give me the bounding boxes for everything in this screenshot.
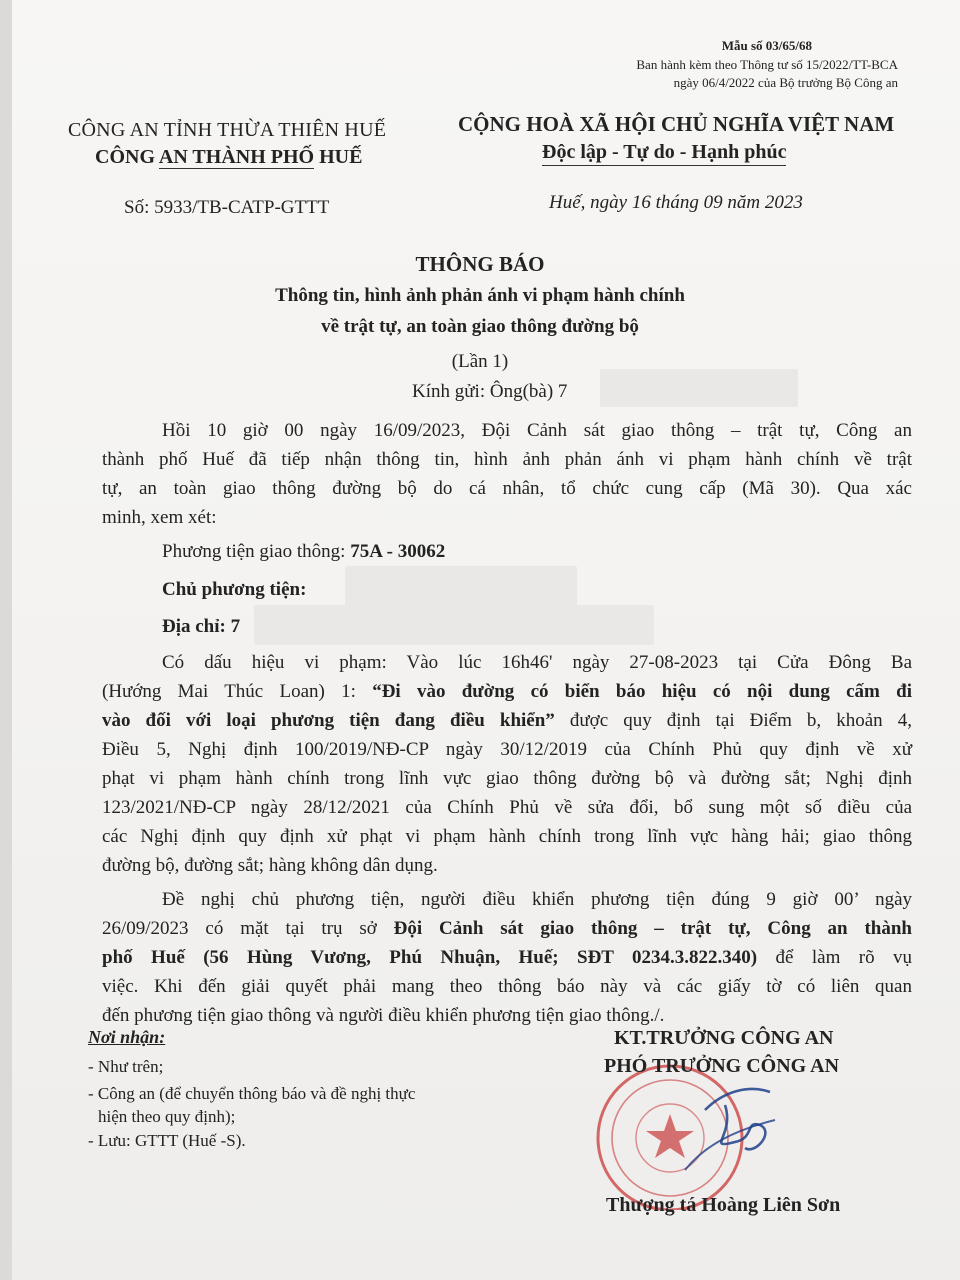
body-line: vào đối với loại phương tiện đang điều khiển” được quy định tại Điểm b, khoản 4, bbox=[102, 710, 912, 731]
body-line: các Nghị định quy định xử phạt vi phạm hành chính trong lĩnh vực hàng hải; giao thông bbox=[102, 826, 912, 847]
owner-label: Chủ phương tiện: bbox=[162, 579, 307, 600]
body-line: Đề nghị chủ phương tiện, người điều khiển phương tiện đúng 9 giờ 00’ ngày bbox=[162, 889, 912, 910]
body-line: tự, an toàn giao thông đường bộ do cá nhân, tổ chức cung cấp (Mã 30). Qua xác bbox=[102, 478, 912, 499]
signature-title-1: KT.TRƯỞNG CÔNG AN bbox=[614, 1027, 834, 1049]
body-line: minh, xem xét: bbox=[102, 507, 217, 528]
signer-name: Thượng tá Hoàng Liên Sơn bbox=[606, 1194, 841, 1216]
body-line: việc. Khi đến giải quyết phải mang theo thông báo này và các giấy tờ có liên quan bbox=[102, 976, 912, 997]
document-subtitle-2: về trật tự, an toàn giao thông đường bộ bbox=[321, 316, 639, 337]
agency-name: CÔNG AN THÀNH PHỐ HUẾ bbox=[95, 146, 363, 168]
address-label: Địa chỉ: 7 bbox=[162, 616, 241, 637]
recipient-line: Kính gửi: Ông(bà) 7 bbox=[412, 381, 568, 402]
recipient-item: - Công an (để chuyển thông báo và đề nghị thực bbox=[88, 1084, 416, 1103]
recipient-item: - Như trên; bbox=[88, 1057, 164, 1076]
body-line: 26/09/2023 có mặt tại trụ sở Đội Cảnh sát giao thông – trật tự, Công an thành bbox=[102, 918, 913, 939]
body-line: phố Huế (56 Hùng Vương, Phú Nhuận, Huế; SĐT 0234.3.822.340) để làm rõ vụ bbox=[102, 947, 912, 968]
body-line: đến phương tiện giao thông và người điều khiển phương tiện giao thông./. bbox=[102, 1005, 665, 1026]
recipient-item: hiện theo quy định); bbox=[98, 1107, 236, 1126]
motto: Độc lập - Tự do - Hạnh phúc bbox=[542, 141, 786, 166]
body-line: Điều 5, Nghị định 100/2019/NĐ-CP ngày 30/12/2019 của Chính Phủ quy định về xử bbox=[102, 739, 912, 760]
document-title: THÔNG BÁO bbox=[415, 252, 545, 276]
body-line: phạt vi phạm hành chính trong lĩnh vực giao thông đường bộ và đường sắt; Nghị định bbox=[102, 768, 912, 789]
body-line: đường bộ, đường sắt; hàng không dân dụng. bbox=[102, 855, 438, 876]
form-number: Mẫu số 03/65/68 bbox=[721, 38, 812, 53]
body-line: Hồi 10 giờ 00 ngày 16/09/2023, Đội Cảnh sát giao thông – trật tự, Công an bbox=[162, 420, 912, 441]
redaction-block bbox=[345, 566, 577, 606]
recipients-title: Nơi nhận: bbox=[88, 1027, 166, 1047]
body-line: thành phố Huế đã tiếp nhận thông tin, hình ảnh phản ánh vi phạm hành chính về trật bbox=[102, 449, 912, 470]
form-note-2: ngày 06/4/2022 của Bộ trưởng Bộ Công an bbox=[673, 75, 898, 90]
recipient-item: - Lưu: GTTT (Huế -S). bbox=[88, 1131, 246, 1150]
redaction-block bbox=[254, 605, 654, 645]
body-line: 123/2021/NĐ-CP ngày 28/12/2021 của Chính Phủ về sửa đổi, bổ sung một số điều của bbox=[102, 797, 912, 818]
signature-title-2: PHÓ TRƯỞNG CÔNG AN bbox=[604, 1055, 840, 1077]
document-number: Số: 5933/TB-CATP-GTTT bbox=[124, 197, 330, 218]
place-date: Huế, ngày 16 tháng 09 năm 2023 bbox=[549, 192, 803, 213]
body-line: (Hướng Mai Thúc Loan) 1: “Đi vào đường có biển báo hiệu có nội dung cấm đi bbox=[102, 681, 913, 702]
redaction-block bbox=[600, 369, 798, 407]
document-subtitle-1: Thông tin, hình ảnh phản ánh vi phạm hành chính bbox=[275, 285, 685, 306]
vehicle-line: Phương tiện giao thông: 75A - 30062 bbox=[162, 541, 446, 562]
form-note-1: Ban hành kèm theo Thông tư số 15/2022/TT-BCA bbox=[636, 57, 898, 72]
vehicle-plate: 75A - 30062 bbox=[350, 541, 446, 562]
body-line: Có dấu hiệu vi phạm: Vào lúc 16h46' ngày 27-08-2023 tại Cửa Đông Ba bbox=[162, 652, 912, 673]
nation-title: CỘNG HOÀ XÃ HỘI CHỦ NGHĨA VIỆT NAM bbox=[458, 112, 895, 136]
agency-parent: CÔNG AN TỈNH THỪA THIÊN HUẾ bbox=[68, 119, 387, 141]
notice-times: (Lần 1) bbox=[451, 351, 509, 372]
